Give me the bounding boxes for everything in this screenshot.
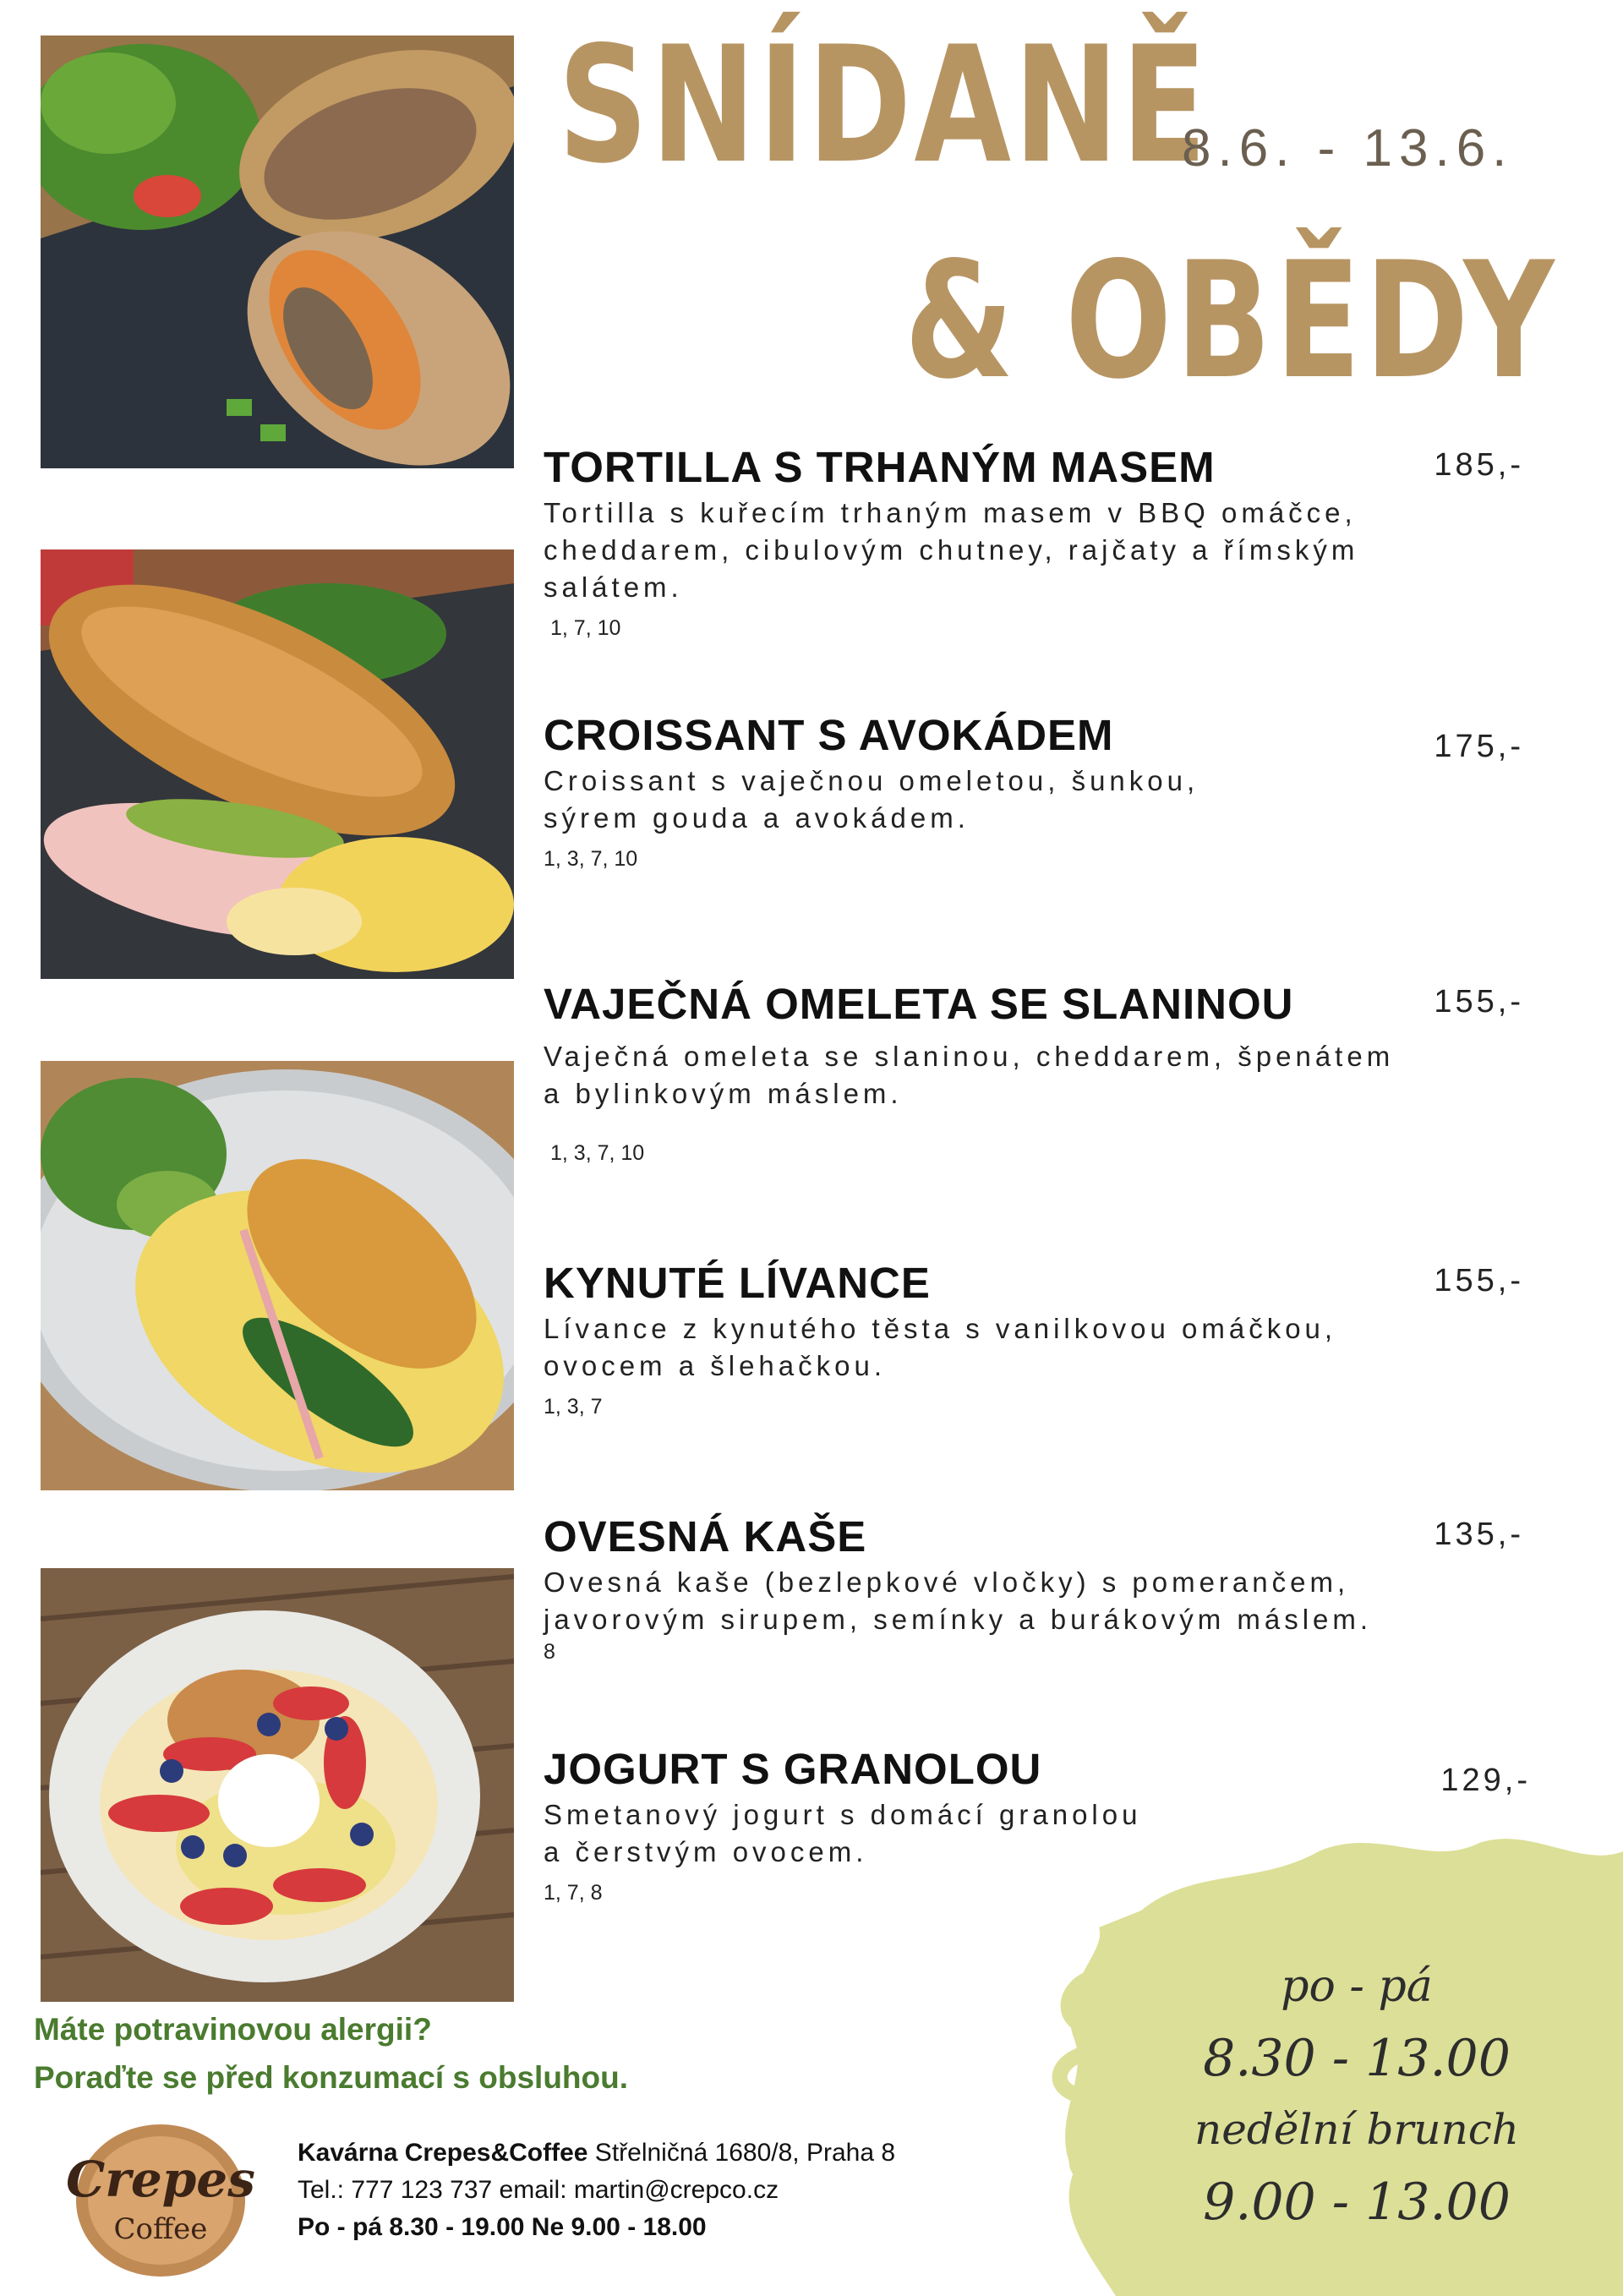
item-price: 129,-	[1440, 1763, 1531, 1798]
item-description: Tortilla s kuřecím trhaným masem v BBQ omáčce, cheddarem, cibulovým chutney, rajčaty a římským salátem.	[544, 497, 1359, 604]
croissant-photo	[41, 549, 514, 979]
svg-text:Crepes: Crepes	[66, 2151, 255, 2208]
svg-text:Coffee: Coffee	[113, 2212, 208, 2246]
sunday-hours: 9.00 - 13.00	[1203, 2173, 1511, 2232]
item-name: TORTILLA S TRHANÝM MASEM	[544, 443, 1216, 491]
item-allergens: 1, 3, 7, 10	[550, 1141, 645, 1166]
tortilla-wrap-photo	[41, 36, 514, 468]
title-snidane: SNÍDANĚ	[558, 12, 1210, 199]
menu-dates: 8.6. - 13.6.	[1182, 119, 1514, 178]
allergy-advice: Poraďte se před konzumací s obsluhou.	[34, 2060, 629, 2095]
item-name: OVESNÁ KAŠE	[544, 1512, 867, 1561]
item-price: 185,-	[1434, 447, 1524, 483]
item-price: 155,-	[1434, 1263, 1524, 1298]
contact-phone-email: Tel.: 777 123 737 email: martin@crepco.cz	[298, 2176, 779, 2204]
item-allergens: 1, 3, 7	[544, 1395, 603, 1419]
item-allergens: 1, 7, 8	[544, 1881, 603, 1905]
contact-hours: Po - pá 8.30 - 19.00 Ne 9.00 - 18.00	[298, 2213, 707, 2241]
item-allergens: 1, 3, 7, 10	[544, 847, 638, 872]
item-name: KYNUTÉ LÍVANCE	[544, 1259, 931, 1307]
item-allergens: 1, 7, 10	[550, 616, 621, 641]
menu-item-croissant	[544, 712, 1541, 872]
menu-item-kase	[544, 1513, 1541, 1665]
item-description: Smetanový jogurt s domácí granolou a čerstvým ovocem.	[544, 1799, 1142, 1868]
menu-item-omelette	[544, 981, 1541, 1166]
item-allergens: 8	[544, 1640, 555, 1665]
item-name: VAJEČNÁ OMELETA SE SLANINOU	[544, 980, 1294, 1028]
item-name: CROISSANT S AVOKÁDEM	[544, 711, 1114, 759]
item-description: Ovesná kaše (bezlepkové vločky) s pomerančem, javorovým sirupem, semínky a burákovým máslem.	[544, 1566, 1373, 1636]
allergy-question: Máte potravinovou alergii?	[34, 2012, 432, 2047]
item-description: Croissant s vaječnou omeletou, šunkou, sýrem gouda a avokádem.	[544, 765, 1199, 834]
omelette-photo	[41, 1061, 514, 1490]
item-name: JOGURT S GRANOLOU	[544, 1745, 1042, 1793]
menu-item-tortilla	[544, 444, 1541, 641]
contact-name-address	[298, 2139, 895, 2168]
cafe-address: Střelničná 1680/8, Praha 8	[587, 2139, 896, 2167]
title-obedy: & OBĚDY	[904, 227, 1559, 414]
item-description: Lívance z kynutého těsta s vanilkovou omáčkou, ovocem a šlehačkou.	[544, 1313, 1337, 1382]
weekday-label: po - pá	[1281, 1961, 1433, 2012]
pancakes-photo	[41, 1568, 514, 2002]
item-price: 155,-	[1434, 984, 1524, 1020]
item-price: 135,-	[1434, 1517, 1524, 1552]
item-price: 175,-	[1434, 729, 1524, 764]
sunday-label: nedělní brunch	[1194, 2105, 1519, 2154]
item-description: Vaječná omeleta se slaninou, cheddarem, špenátem a bylinkovým máslem.	[544, 1041, 1395, 1110]
cafe-name: Kavárna Crepes&Coffee	[298, 2139, 588, 2167]
menu-item-livance	[544, 1260, 1541, 1419]
crepes-coffee-logo	[51, 2112, 270, 2281]
weekday-hours: 8.30 - 13.00	[1203, 2029, 1511, 2088]
